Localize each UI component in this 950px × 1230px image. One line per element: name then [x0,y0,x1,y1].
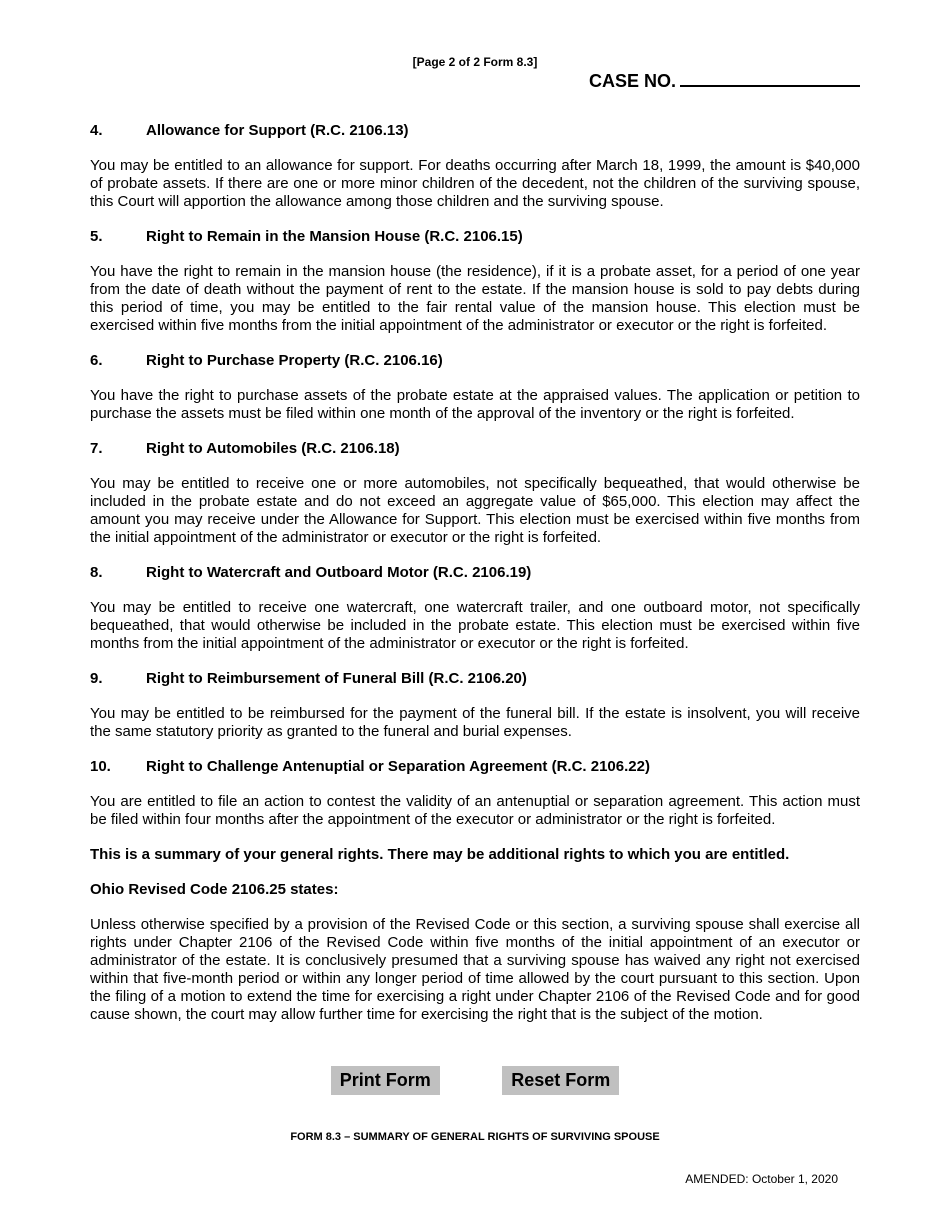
section-title: Right to Remain in the Mansion House (R.C. 2106.15) [146,228,523,245]
section-text: You are entitled to file an action to contest the validity of an antenuptial or separation agreement. This action must be filed within four months after the appointment of the executor or administrator or the right is forfeited. [90,793,860,828]
section-number: 9. [90,670,103,687]
section [90,228,860,335]
section-text: You may be entitled to receive one or more automobiles, not specifically bequeathed, that would otherwise be included in the probate estate and do not exceed an aggregate value of $65,000. This election may affect the amount you may receive under the Allowance for Support. This election must be exercised within five months from the initial appointment of the administrator or executor or the right is forfeited. [90,475,860,546]
rights-content [90,122,860,1041]
reset-form-button[interactable]: Reset Form [502,1066,619,1095]
section-title: Right to Reimbursement of Funeral Bill (R.C. 2106.20) [146,670,527,687]
section-text: You may be entitled to receive one watercraft, one watercraft trailer, and one outboard motor, not specifically bequeathed, that would otherwise be included in the probate estate. This election must be exercised within five months from the initial appointment of the administrator or executor or the right is forfeited. [90,599,860,652]
page-label: [Page 2 of 2 Form 8.3] [412,55,538,69]
form-title-footer: FORM 8.3 – SUMMARY OF GENERAL RIGHTS OF SURVIVING SPOUSE [290,1131,660,1143]
section-heading [90,758,860,776]
form-buttons [0,1066,950,1095]
print-form-button[interactable]: Print Form [331,1066,440,1095]
section-number: 4. [90,122,103,139]
section-number: 10. [90,758,111,775]
section [90,122,860,211]
section-title: Right to Automobiles (R.C. 2106.18) [146,440,400,457]
section-title: Right to Watercraft and Outboard Motor (R.C. 2106.19) [146,564,532,581]
section-heading [90,564,860,582]
section-heading [90,440,860,458]
section-text: You have the right to purchase assets of the probate estate at the appraised values. The application or petition to purchase the assets must be filed within one month of the approval of the inventory or the right is forfeited. [90,387,860,422]
section [90,670,860,741]
section-heading [90,352,860,370]
section-number: 7. [90,440,103,457]
section-number: 6. [90,352,103,369]
section-number: 8. [90,564,103,581]
section-title: Right to Challenge Antenuptial or Separation Agreement (R.C. 2106.22) [146,758,650,775]
statute-text: Unless otherwise specified by a provision of the Revised Code or this section, a surviving spouse shall exercise all rights under Chapter 2106 of the Revised Code within five months of the initial appointment of an executor or administrator of the estate. It is conclusively presumed that a surviving spouse has waived any right not exercised within that five-month period or within any longer period of time allowed by the court pursuant to this section. Upon the filing of a motion to extend the time for exercising a right under Chapter 2106 of the Revised Code and for good cause shown, the court may allow further time for exercising the right that is the subject of the motion. [90,916,860,1023]
section-title: Right to Purchase Property (R.C. 2106.16) [146,352,443,369]
section-heading [90,228,860,246]
section [90,352,860,423]
section-text: You have the right to remain in the mansion house (the residence), if it is a probate asset, for a period of one year from the date of death without the payment of rent to the estate. If the mansion house is sold to pay debts during this period of time, you may be entitled to the fair rental value of the mansion house. This election must be exercised within five months from the initial appointment of the administrator or executor or the right is forfeited. [90,263,860,334]
case-number-label: CASE NO. [588,71,676,91]
section [90,440,860,547]
statute-heading: Ohio Revised Code 2106.25 states: [90,881,339,898]
section [90,758,860,829]
summary-note: This is a summary of your general rights. There may be additional rights to which you are entitled. [90,846,790,863]
section-text: You may be entitled to an allowance for support. For deaths occurring after March 18, 1999, the amount is $40,000 of probate assets. If there are one or more minor children of the decedent, not the children of the surviving spouse, this Court will apportion the allowance among those children and the surviving spouse. [90,157,860,210]
amended-date: AMENDED: October 1, 2020 [685,1172,838,1186]
section-title: Allowance for Support (R.C. 2106.13) [146,122,409,139]
case-number-blank [680,69,860,87]
case-number [589,69,860,92]
section-text: You may be entitled to be reimbursed for the payment of the funeral bill. If the estate is insolvent, you will receive the same statutory priority as granted to the funeral and burial expenses. [90,705,860,740]
section-heading [90,122,860,140]
section-number: 5. [90,228,103,245]
section [90,564,860,653]
section-heading [90,670,860,688]
